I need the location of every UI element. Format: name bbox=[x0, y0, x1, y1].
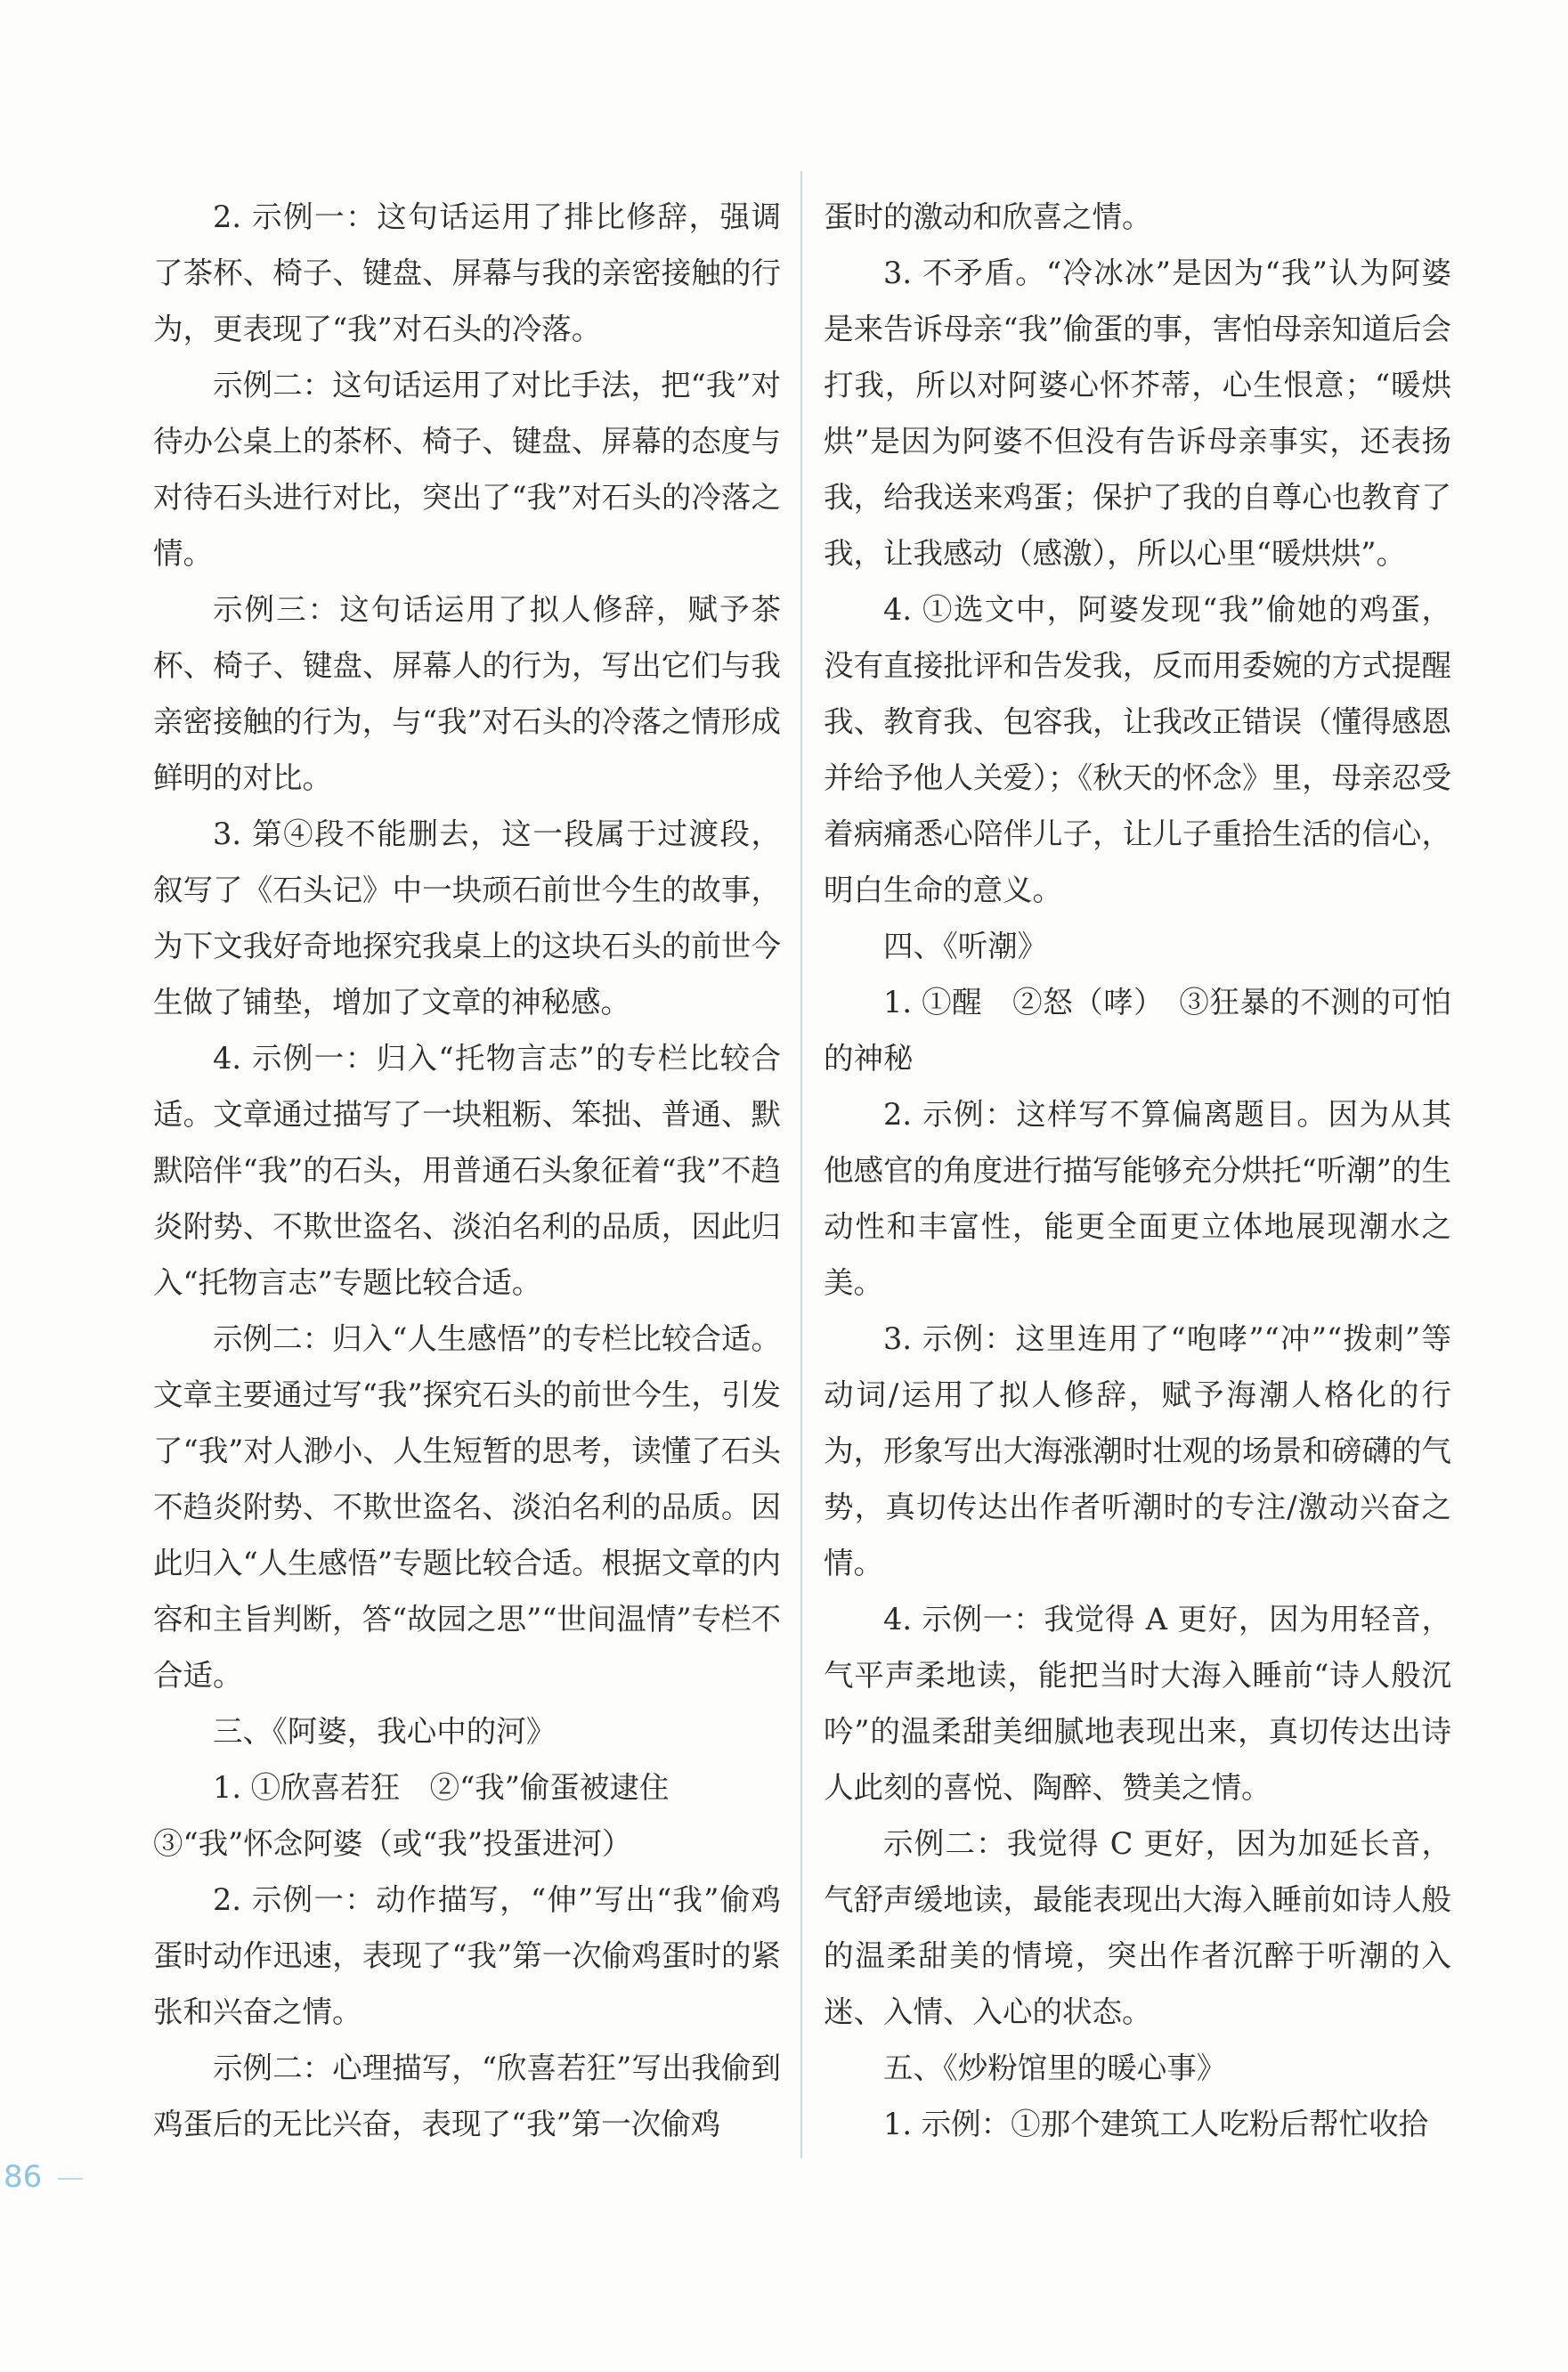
paragraph: 五、《炒粉馆里的暖心事》 bbox=[883, 2051, 1227, 2085]
paragraph: 1. ①醒 ②怒（哮） ③狂暴的不测的可怕的神秘 bbox=[824, 985, 1451, 1076]
paragraph: 4. ①选文中，阿婆发现“我”偷她的鸡蛋，没有直接批评和告发我，反而用委婉的方式提醒我、教育我、包容我，让我改正错误（懂得感恩并给予他人关爱）；《秋天的怀念》里，母亲忍受着病痛悉心陪伴儿子，让儿子重拾生活的信心，明白生命的意义。 bbox=[824, 592, 1451, 907]
paragraph: 3. 示例：这里连用了“咆哮”“冲”“拨刺”等动词/运用了拟人修辞，赋予海潮人格化的行为，形象写出大海涨潮时壮观的场景和磅礴的气势，真切传达出作者听潮时的专注/激动兴奋之情。 bbox=[824, 1321, 1451, 1580]
left-column bbox=[153, 189, 781, 2152]
paragraph: 3. 第④段不能删去，这一段属于过渡段，叙写了《石头记》中一块顽石前世今生的故事，为下文我好奇地探究我桌上的这块石头的前世今生做了铺垫，增加了文章的神秘感。 bbox=[153, 816, 781, 1019]
paragraph: 示例二：这句话运用了对比手法，把“我”对待办公桌上的茶杯、椅子、键盘、屏幕的态度与对待石头进行对比，突出了“我”对石头的冷落之情。 bbox=[153, 368, 781, 571]
right-column bbox=[824, 189, 1451, 2152]
paragraph: 1. ①欣喜若狂 ②“我”偷蛋被逮住 bbox=[213, 1770, 670, 1805]
paragraph: 3. 不矛盾。“冷冰冰”是因为“我”认为阿婆是来告诉母亲“我”偷蛋的事，害怕母亲知道后会打我，所以对阿婆心怀芥蒂，心生恨意；“暖烘烘”是因为阿婆不但没有告诉母亲事实，还表扬我，给我送来鸡蛋；保护了我的自尊心也教育了我，让我感动（感激），所以心里“暖烘烘”。 bbox=[824, 256, 1451, 571]
page-number-rule bbox=[58, 2178, 83, 2180]
paragraph: 1. 示例：①那个建筑工人吃粉后帮忙收拾 bbox=[883, 2107, 1429, 2141]
paragraph: 4. 示例一：我觉得 A 更好，因为用轻音，气平声柔地读，能把当时大海入睡前“诗人般沉吟”的温柔甜美细腻地表现出来，真切传达出诗人此刻的喜悦、陶醉、赞美之情。 bbox=[824, 1602, 1451, 1805]
paragraph: 2. 示例一：这句话运用了排比修辞，强调了茶杯、椅子、键盘、屏幕与我的亲密接触的行为，更表现了“我”对石头的冷落。 bbox=[153, 199, 781, 346]
paragraph: 示例二：我觉得 C 更好，因为加延长音，气舒声缓地读，最能表现出大海入睡前如诗人般的温柔甜美的情境，突出作者沉醉于听潮的入迷、入情、入心的状态。 bbox=[824, 1826, 1451, 2029]
page-number: 86 bbox=[4, 2159, 43, 2195]
paragraph: 2. 示例：这样写不算偏离题目。因为从其他感官的角度进行描写能够充分烘托“听潮”的生动性和丰富性，能更全面更立体地展现潮水之美。 bbox=[824, 1097, 1451, 1300]
paragraph: 示例二：心理描写，“欣喜若狂”写出我偷到鸡蛋后的无比兴奋，表现了“我”第一次偷鸡 bbox=[153, 2051, 781, 2141]
paragraph: 示例二：归入“人生感悟”的专栏比较合适。文章主要通过写“我”探究石头的前世今生，引发了“我”对人渺小、人生短暂的思考，读懂了石头不趋炎附势、不欺世盗名、淡泊名利的品质。因此归入“人生感悟”专题比较合适。根据文章的内容和主旨判断，答“故园之思”“世间温情”专栏不合适。 bbox=[153, 1321, 782, 1693]
paragraph: 蛋时的激动和欣喜之情。 bbox=[824, 199, 1152, 234]
column-divider bbox=[800, 171, 802, 2158]
paragraph: ③“我”怀念阿婆（或“我”投蛋进河） bbox=[153, 1826, 632, 1861]
paragraph: 三、《阿婆，我心中的河》 bbox=[213, 1714, 557, 1749]
paragraph: 4. 示例一：归入“托物言志”的专栏比较合适。文章通过描写了一块粗粝、笨拙、普通、默默陪伴“我”的石头，用普通石头象征着“我”不趋炎附势、不欺世盗名、淡泊名利的品质，因此归入“托物言志”专题比较合适。 bbox=[153, 1041, 782, 1300]
paragraph: 示例三：这句话运用了拟人修辞，赋予茶杯、椅子、键盘、屏幕人的行为，写出它们与我亲密接触的行为，与“我”对石头的冷落之情形成鲜明的对比。 bbox=[153, 592, 781, 795]
paragraph: 2. 示例一：动作描写，“伸”写出“我”偷鸡蛋时动作迅速，表现了“我”第一次偷鸡蛋时的紧张和兴奋之情。 bbox=[153, 1882, 781, 2029]
paragraph: 四、《听潮》 bbox=[883, 929, 1048, 963]
